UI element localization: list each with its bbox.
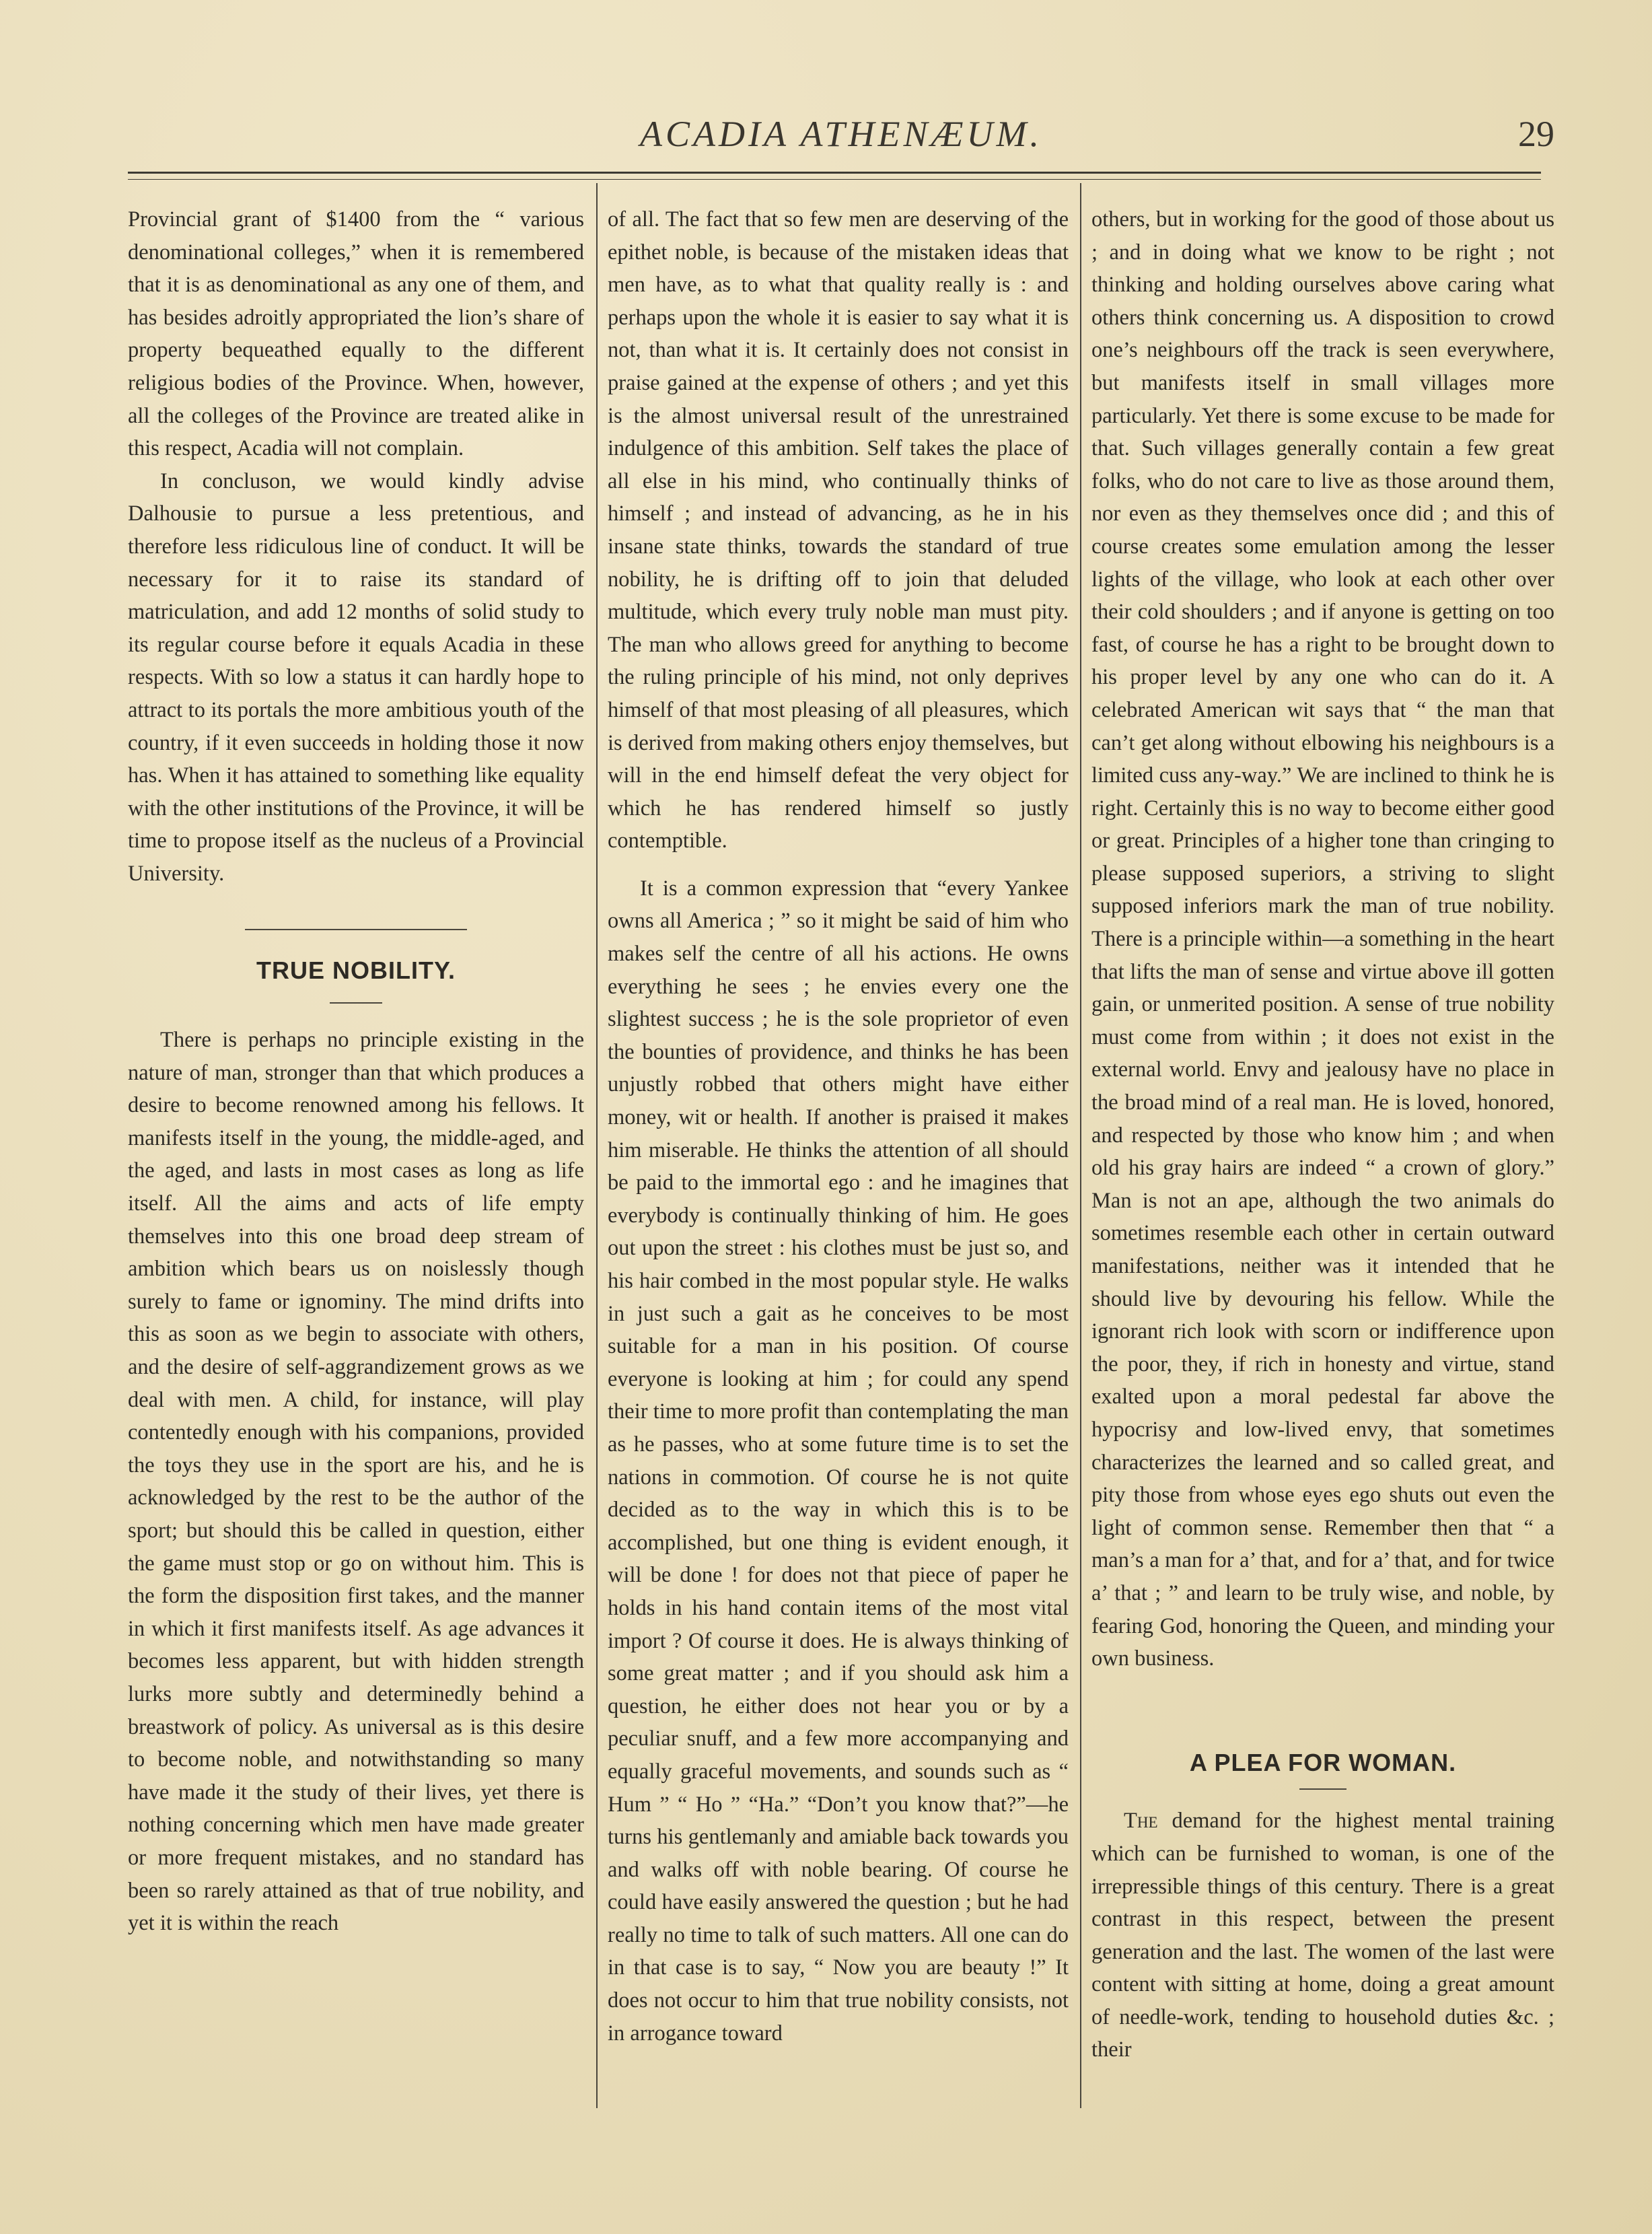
column-1 — [128, 203, 584, 1940]
page-header — [128, 113, 1554, 160]
page-number: 29 — [1518, 114, 1554, 154]
running-title: ACADIA ATHENÆUM. — [639, 114, 1042, 154]
header-rule — [128, 172, 1541, 174]
header-rule-thin — [128, 179, 1541, 180]
lead-word: The — [1124, 1809, 1158, 1834]
col3-paragraph-2: demand for the highest mental training which can be furnished to woman, is one of the irrepressible things of this century. There is a great contrast in this respect, between the present generation and the last. The women of the last were content with sitting at home, doing a great amount of needle-work, tending to household duties &c. ; their — [1091, 1809, 1555, 2062]
col2-paragraph-1: of all. The fact that so few men are deserving of the epithet noble, is because of the mistaken ideas that men have, as to what that quality really is : and perhaps upon the whole it is easier to say what it is not, than what it is. It certainly does not consist in praise gained at the expense of others ; and yet this is the almost universal result of the unrestrained indulgence of this ambition. Self takes the place of all else in his mind, who continually thinks of himself ; and instead of advancing, as he in his insane state thinks, towards the standard of true nobility, he is drifting off to join that deluded multitude, which every truly noble man must pity. The man who allows greed for anything to become the ruling principle of his mind, not only deprives himself of that most pleasing of all pleasures, which is derived from making others enjoy themselves, but will in the end himself defeat the very object for which he has rendered himself so justly contemptible. — [608, 207, 1069, 853]
col3-paragraph-1: others, but in working for the good of those about us ; and in doing what we know to be right ; not thinking and holding ourselves above caring what others think concerning us. A disposition to crowd one’s neighbours off the track is seen everywhere, but manifests itself in small villages more particularly. Yet there is some excuse to be made for that. Such villages generally contain a few great folks, who do not care to live as those around them, nor even as they themselves once did ; and this of course creates some emulation among the lesser lights of the village, who look at each other over their cold shoulders ; and if anyone is getting on too fast, of course he has a right to be brought down to his proper level by any one who can do it. A celebrated American wit says that “ the man that can’t get along without elbowing his neighbours is a limited cuss any-way.” We are inclined to think he is right. Certainly this is no way to become either good or great. Principles of a higher tone than cringing to please supposed superiors, a striving to slight supposed inferiors mark the man of true nobility. There is a principle within—a something in the heart that lifts the man of sense and virtue above ill gotten gain, or unmerited position. A sense of true nobility must come from within ; it does not exist in the external world. Envy and jealousy have no place in the broad mind of a real man. He is loved, honored, and respected by those who know him ; and when old his gray hairs are indeed “ a crown of glory.” Man is not an ape, although the two animals do sometimes resemble each other in certain outward manifestations, neither was it intended that he should live by devouring his fellow. While the ignorant rich look with scorn or indifference upon the poor, they, if rich in honesty and virtue, stand exalted upon a moral pedestal far above the hypocrisy and low-lived envy, that sometimes characterizes the learned and so called great, and pity those from whose eyes ego shuts out even the light of common sense. Remember then that “ a man’s a man for a’ that, and for a’ that, and for twice a’ that ; ” and learn to be truly wise, and noble, by fearing God, honoring the Queen, and minding your own business. — [1091, 207, 1554, 1671]
article-heading-plea-for-woman: A PLEA FOR WOMAN. — [1189, 1748, 1457, 1776]
heading-rule — [330, 1002, 382, 1004]
col2-paragraph-2: It is a common expression that “every Yankee owns all America ; ” so it might be said of him who makes self the centre of all his actions. He owns everything he sees ; he envies every one the slightest success ; he is the sole proprietor of even the bounties of providence, and thinks he has been unjustly robbed that others might have either money, wit or health. If another is praised it makes him miserable. He thinks the attention of all should be paid to the immortal ego : and he imagines that everybody is continually thinking of him. He goes out upon the street : his clothes must be just so, and his hair combed in the most popular style. He walks in just such a gait as he conceives to be most suitable for a man in his position. Of course everyone is looking at him ; for could any spend their time to more profit than contemplating the man as he passes, who at some future time is to set the nations in commotion. Of course he is not quite decided as to the way in which this is to be accomplished, but one thing is evident enough, it will be done ! for does not that piece of paper he holds in his hand contain items of the most vital import ? Of course it does. He is always thinking of some great matter ; and if you should ask him a question, he either does not hear you or by a peculiar snuff, and a few more accompanying and equally graceful movements, and sounds such as “ Hum ” “ Ho ” “Ha.” “Don’t you know that?”—he turns his gentlemanly and amiable back towards you and walks off with noble bearing. Of course he could have easily answered the question ; but he had really no time to talk of such matters. All one can do in that case is to say, “ Now you are beauty !” It does not occur to him that true nobility consists, not in arrogance toward — [608, 876, 1069, 2046]
article-heading-true-nobility: TRUE NOBILITY. — [256, 956, 456, 985]
col1-paragraph-3: There is perhaps no principle existing in the nature of man, stronger than that which produces a desire to become renowned among his fellows. It manifests itself in the young, the middle-aged, and the aged, and lasts in most cases as long as life itself. All the aims and acts of life empty themselves into this one broad deep stream of ambition which bears us on noislessly though surely to fame or ignominy. The mind drifts into this as soon as we begin to associate with others, and the desire of self-aggrandizement grows as we deal with men. A child, for instance, will play contentedly enough with his companions, provided the toys they use in the sport are his, and he is acknowledged by the rest to be the author of the sport; but should this be called in question, either the game must stop or go on without him. This is the form the disposition first takes, and the manner in which it first manifests itself. As age advances it becomes less apparent, but with hidden strength lurks more subtly and determinedly behind a breastwork of policy. As universal as is this desire to become noble, and notwithstanding so many have made it the study of their lives, yet there is nothing concerning which men have made greater or more frequent mistakes, and no standard has been so rarely attained as that of true nobility, and yet it is within the reach — [128, 1028, 584, 1936]
col1-paragraph-2: In concluson, we would kindly advise Dalhousie to pursue a less pretentious, and therefore less ridiculous line of conduct. It will be necessary for it to raise its standard of matriculation, and add 12 months of solid study to its regular course before it equals Acadia in these respects. With so low a status it can hardly hope to attract to its portals the more ambitious youth of the country, if it even succeeds in holding those it now has. When it has attained to something like equality with the other institutions of the Province, it will be time to propose itself as the nucleus of a Provincial University. — [128, 468, 584, 886]
column-separator-2 — [1080, 183, 1081, 2108]
column-separator-1 — [596, 183, 598, 2108]
section-divider — [245, 929, 467, 930]
column-3 — [1091, 203, 1554, 2066]
col1-paragraph-1: Provincial grant of $1400 from the “ various denominational colleges,” when it is remembered that it is as denominational as any one of them, and has besides adroitly appropriated the lion’s share of property bequeathed equally to the different religious bodies of the Province. When, however, all the colleges of the Province are treated alike in this respect, Acadia will not complain. — [128, 207, 584, 461]
heading-rule-2 — [1299, 1788, 1346, 1790]
column-2 — [608, 203, 1069, 2050]
